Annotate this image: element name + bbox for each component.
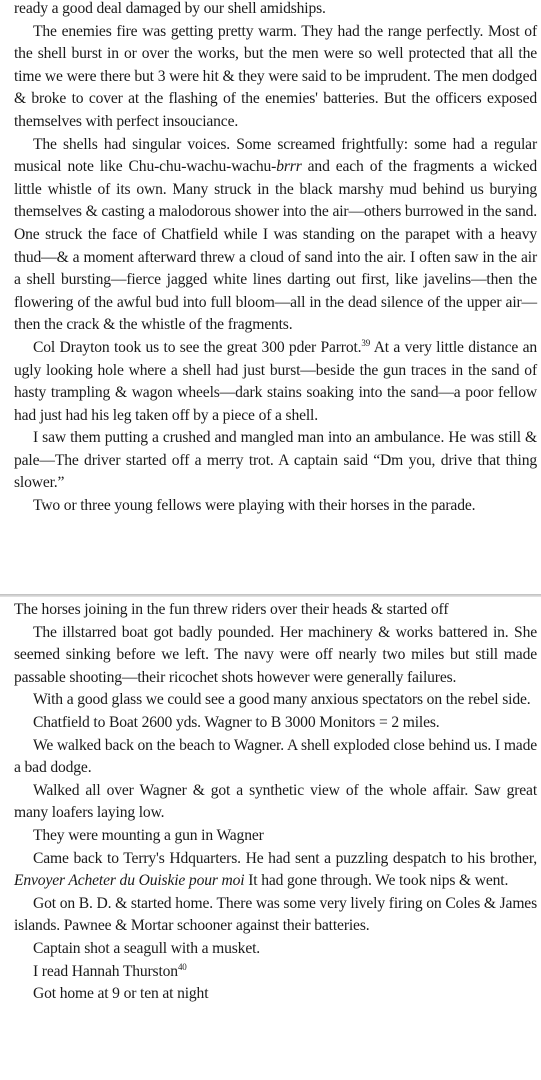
paragraph-text: The shells had singular voices. Some screamed frightfully: some had a regular musical note like Chu-chu-wachu-wachu- (14, 135, 537, 176)
paragraph: They were mounting a gun in Wagner (33, 826, 264, 844)
lower-page-section (0, 597, 541, 1080)
paragraph: Got home at 9 or ten at night (33, 985, 209, 1003)
paragraph (0, 848, 541, 893)
paragraph: Chatfield to Boat 2600 yds. Wagner to B 3000 Monitors = 2 miles. (33, 713, 440, 731)
italic-text: brrr (276, 158, 302, 176)
paragraph-text: and each of the fragments a wicked little whistle of its own. Many struck in the black marshy mud behind us burying themselves & casting a malodorous shower into the air—others burrowed in the sand. One struck the face of Chatfield while I was standing on the parapet with a heavy thud—& a moment afterward threw a cloud of sand into the air. I often saw in the air a shell bursting—fierce jagged white lines darting out first, like javelins—then the flowering of the awful bud into full bloom—all in the dead silence of the upper air—then the crack & the whistle of the fragments. (14, 158, 538, 334)
paragraph: Got on B. D. & started home. There was some very lively firing on Coles & James islands. Pawnee & Mortar schooner against their batteries. (14, 894, 537, 935)
paragraph: The horses joining in the fun threw riders over their heads & started off (14, 601, 449, 618)
italic-text: Envoyer Acheter du Ouiskie pour moi (14, 872, 245, 890)
paragraph: I saw them putting a crushed and mangled man into an ambulance. He was still & pale—The driver started off a merry trot. A captain said “Dm you, drive that thing slower.” (14, 429, 537, 492)
paragraph-text: Col Drayton took us to see the great 300 pder Parrot. (33, 338, 362, 356)
paragraph: The illstarred boat got badly pounded. Her machinery & works battered in. She seemed sinking before we left. The navy were off nearly two miles but still made passable shooting—their ricochet shots however were generally failures. (14, 623, 537, 686)
footnote-marker: 39 (361, 337, 371, 348)
paragraph: Captain shot a seagull with a musket. (33, 939, 261, 957)
paragraph: The enemies fire was getting pretty warm. They had the range perfectly. Most of the shell burst in or over the works, but the men were so well protected that all the time we were there but 3 were hit & they were said to be imprudent. The men dodged & broke to cover at the flashing of the enemies' batteries. But the officers exposed themselves with perfect insouciance. (14, 22, 537, 130)
paragraph: ready a good deal damaged by our shell amidships. (14, 0, 326, 17)
footnote-marker: 40 (177, 961, 187, 972)
paragraph: Walked all over Wagner & got a synthetic view of the whole affair. Saw great many loafers laying low. (14, 781, 537, 822)
paragraph (0, 134, 541, 337)
paragraph: Two or three young fellows were playing with their horses in the parade. (33, 497, 476, 515)
paragraph: We walked back on the beach to Wagner. A shell exploded close behind us. I made a bad dodge. (14, 736, 537, 777)
paragraph-text: It had gone through. We took nips & went. (244, 872, 509, 890)
paragraph: With a good glass we could see a good many anxious spectators on the rebel side. (33, 691, 531, 709)
paragraph-text: At a very little distance an ugly looking hole where a shell had just burst—beside the gun traces in the sand of hasty trampling & wagon wheels—dark stains soaking into the sand—a poor fellow had just had his leg taken off by a piece of a shell. (14, 338, 537, 424)
paragraph (0, 961, 541, 984)
paragraph (0, 337, 541, 427)
paragraph-text: Came back to Terry's Hdquarters. He had sent a puzzling despatch to his brother, (33, 849, 537, 867)
paragraph-text: I read Hannah Thurston (33, 962, 178, 980)
